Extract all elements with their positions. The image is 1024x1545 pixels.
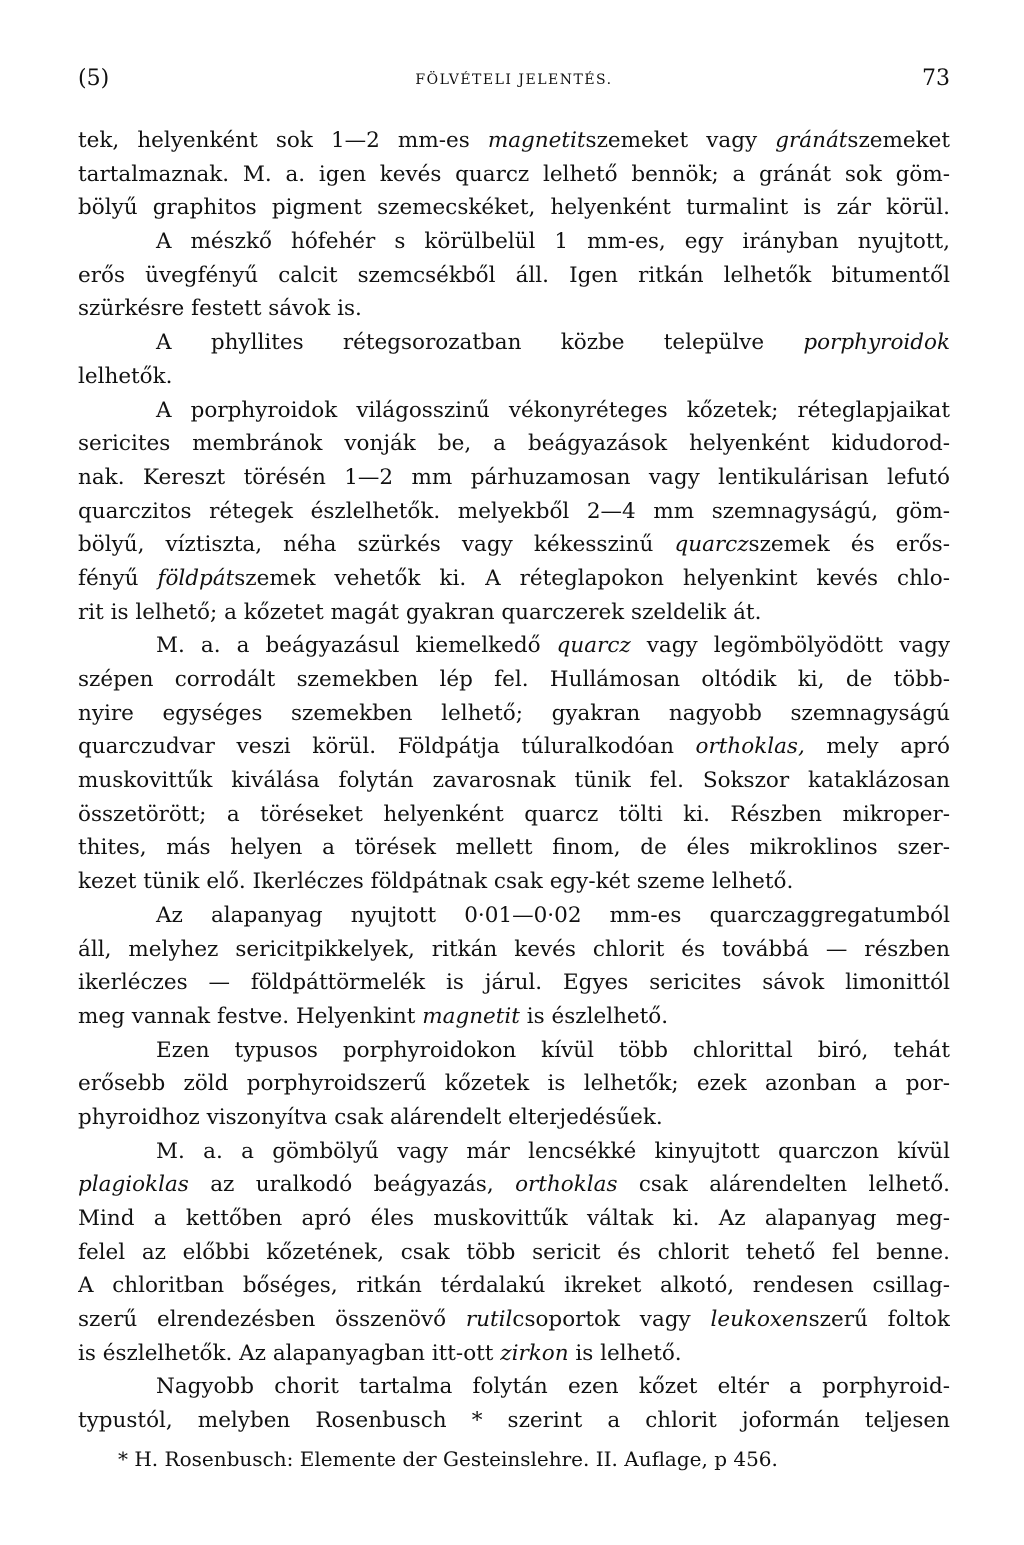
text-span: Ezen typusos porphyroidokon kívül több chlorittal biró, tehát: [156, 1037, 950, 1063]
text-span: A chloritban bőséges, ritkán térdalakú ikreket alkotó, rendesen csillag-: [78, 1273, 950, 1299]
text-line: [78, 394, 950, 428]
text-span: M. a. a beágyazásul kiemelkedő: [156, 633, 557, 659]
italic-term: porphyroidok: [803, 330, 950, 356]
text-span: muskovittűk kiválása folytán zavarosnak tünik fel. Sokszor kataklázosan: [78, 768, 950, 794]
text-span: sericites membránok vonják be, a beágyazások helyenként kidudorod-: [78, 431, 950, 457]
text-line: [78, 1000, 950, 1034]
text-line: [78, 629, 950, 663]
text-line: [78, 1370, 950, 1404]
text-line: [78, 191, 950, 225]
text-span: A mészkő hófehér s körülbelül 1 mm-es, egy irányban nyujtott,: [156, 229, 950, 255]
text-line: [78, 158, 950, 192]
text-line: [78, 663, 950, 697]
text-line: [78, 225, 950, 259]
text-line: [78, 528, 950, 562]
text-line: [78, 461, 950, 495]
text-span: quarczudvar veszi körül. Földpátja túluralkodóan: [78, 734, 696, 760]
italic-term: rutil: [465, 1307, 513, 1333]
text-line: [78, 1404, 950, 1438]
text-line: [78, 1202, 950, 1236]
text-line: [78, 259, 950, 293]
running-header: [78, 66, 950, 106]
text-span: bölyű, víztiszta, néha szürkés vagy kékesszinű: [78, 532, 675, 558]
text-line: [78, 1101, 950, 1135]
text-span: is lelhető.: [568, 1340, 682, 1366]
italic-term: orthoklas,: [695, 734, 805, 760]
text-line: [78, 562, 950, 596]
text-line: [78, 326, 950, 360]
text-span: quarczitos rétegek észlelhetők. melyekből 2—4 mm szemnagyságú, göm-: [78, 498, 950, 524]
text-span: Nagyobb chorit tartalma folytán ezen kőzet eltér a porphyroid-: [156, 1374, 950, 1400]
italic-term: földpát: [157, 565, 235, 591]
text-span: fényű: [78, 565, 158, 591]
text-line: [78, 933, 950, 967]
text-span: Mind a kettőben apró éles muskovittűk váltak ki. Az alapanyag meg-: [78, 1206, 950, 1231]
text-span: nyire egységes szemekben lelhető; gyakran nagyobb szemnagyságú: [78, 700, 950, 726]
text-line: [78, 1135, 950, 1169]
running-title: FÖLVÉTELI JELENTÉS.: [415, 72, 613, 88]
text-line: [78, 1269, 950, 1303]
text-line: [78, 427, 950, 461]
text-span: typustól, melyben Rosenbusch * szerint a chlorit joformán teljesen: [78, 1408, 950, 1434]
text-span: szépen corrodált szemekben lép fel. Hullámosan oltódik ki, de több-: [78, 667, 950, 692]
text-line: [78, 1034, 950, 1068]
text-line: [78, 292, 950, 326]
text-span: kezet tünik elő. Ikerléczes földpátnak csak egy-két szeme lelhető.: [78, 869, 794, 895]
text-span: Az alapanyag nyujtott 0·01—0·02 mm-es quarczaggregatumból: [156, 902, 950, 928]
text-span: rit is lelhető; a kőzetet magát gyakran quarczerek szeldelik át.: [78, 599, 762, 625]
text-line: [78, 1067, 950, 1101]
italic-term: gránát: [775, 128, 848, 153]
text-span: szemek vehetők ki. A réteglapokon helyenkint kevés chlo-: [234, 565, 950, 591]
text-line: [78, 1168, 950, 1202]
text-span: szerű foltok: [808, 1307, 950, 1333]
text-line: [78, 1337, 950, 1371]
text-line: [78, 124, 950, 158]
text-span: erősebb zöld porphyroidszerű kőzetek is lelhetők; ezek azonban a por-: [78, 1071, 950, 1097]
italic-term: leukoxen: [710, 1307, 809, 1333]
text-span: bölyű graphitos pigment szemecskéket, helyenként turmalint is zár körül.: [78, 195, 950, 221]
text-span: A phyllites rétegsorozatban közbe települve: [156, 330, 804, 356]
body-text: [78, 124, 950, 1438]
text-span: mely apró: [804, 734, 950, 760]
text-line: [78, 899, 950, 933]
text-line: [78, 764, 950, 798]
text-span: szerű elrendezésben összenövő: [78, 1307, 466, 1333]
text-span: szemeket: [847, 128, 950, 153]
text-span: is észlelhetők. Az alapanyagban itt-ott: [78, 1340, 501, 1366]
text-line: [78, 697, 950, 731]
text-line: [78, 865, 950, 899]
text-span: thites, más helyen a törések mellett finom, de éles mikroklinos szer-: [78, 835, 950, 861]
text-span: nak. Kereszt törésén 1—2 mm párhuzamosan vagy lentikulárisan lefutó: [78, 464, 950, 490]
text-span: tartalmaznak. M. a. igen kevés quarcz lelhető bennök; a gránát sok göm-: [78, 161, 950, 187]
text-span: ikerléczes — földpáttörmelék is járul. Egyes sericites sávok limonittól: [78, 970, 950, 996]
italic-term: quarcz: [556, 633, 631, 659]
text-line: [78, 596, 950, 630]
text-span: összetörött; a töréseket helyenként quarcz tölti ki. Részben mikroper-: [78, 801, 950, 827]
text-span: szemek és erős-: [748, 532, 950, 558]
text-span: lelhetők.: [78, 363, 173, 389]
italic-term: magnetit: [422, 1003, 520, 1029]
text-span: szemeket vagy: [585, 128, 776, 153]
text-line: [78, 360, 950, 394]
text-span: tek, helyenként sok 1—2 mm-es: [78, 128, 488, 153]
text-span: phyroidhoz viszonyítva csak alárendelt elterjedésűek.: [78, 1104, 663, 1130]
text-span: vagy legömbölyödött vagy: [630, 633, 950, 659]
italic-term: quarcz: [674, 532, 749, 558]
text-line: [78, 831, 950, 865]
text-span: áll, melyhez sericitpikkelyek, ritkán kevés chlorit és továbbá — részben: [78, 936, 950, 962]
text-line: [78, 798, 950, 832]
footnote: * H. Rosenbusch: Elemente der Gesteinslehre. II. Auflage, p 456.: [118, 1447, 778, 1471]
italic-term: orthoklas: [515, 1172, 618, 1198]
text-span: szürkésre festett sávok is.: [78, 296, 362, 322]
text-line: [78, 966, 950, 1000]
text-span: erős üvegfényű calcit szemcsékből áll. Igen ritkán lelhetők bitumentől: [78, 262, 950, 288]
page-number: 73: [922, 66, 950, 91]
text-span: is észlelhető.: [519, 1003, 669, 1029]
text-span: A porphyroidok világosszinű vékonyréteges kőzetek; réteglapjaikat: [156, 397, 950, 423]
text-span: meg vannak festve. Helyenkint: [78, 1003, 423, 1029]
section-number: (5): [78, 66, 110, 91]
italic-term: magnetit: [487, 128, 586, 153]
text-line: [78, 495, 950, 529]
text-span: csoportok vagy: [512, 1307, 711, 1333]
text-span: csak alárendelten lelhető.: [617, 1172, 950, 1198]
text-line: [78, 730, 950, 764]
italic-term: zirkon: [500, 1340, 569, 1366]
text-span: M. a. a gömbölyű vagy már lencsékké kinyujtott quarczon kívül: [156, 1138, 950, 1164]
text-line: [78, 1236, 950, 1270]
text-span: az uralkodó beágyazás,: [188, 1172, 516, 1198]
text-line: [78, 1303, 950, 1337]
italic-term: plagioklas: [78, 1172, 189, 1198]
text-span: felel az előbbi kőzetének, csak több sericit és chlorit tehető fel benne.: [78, 1239, 950, 1265]
